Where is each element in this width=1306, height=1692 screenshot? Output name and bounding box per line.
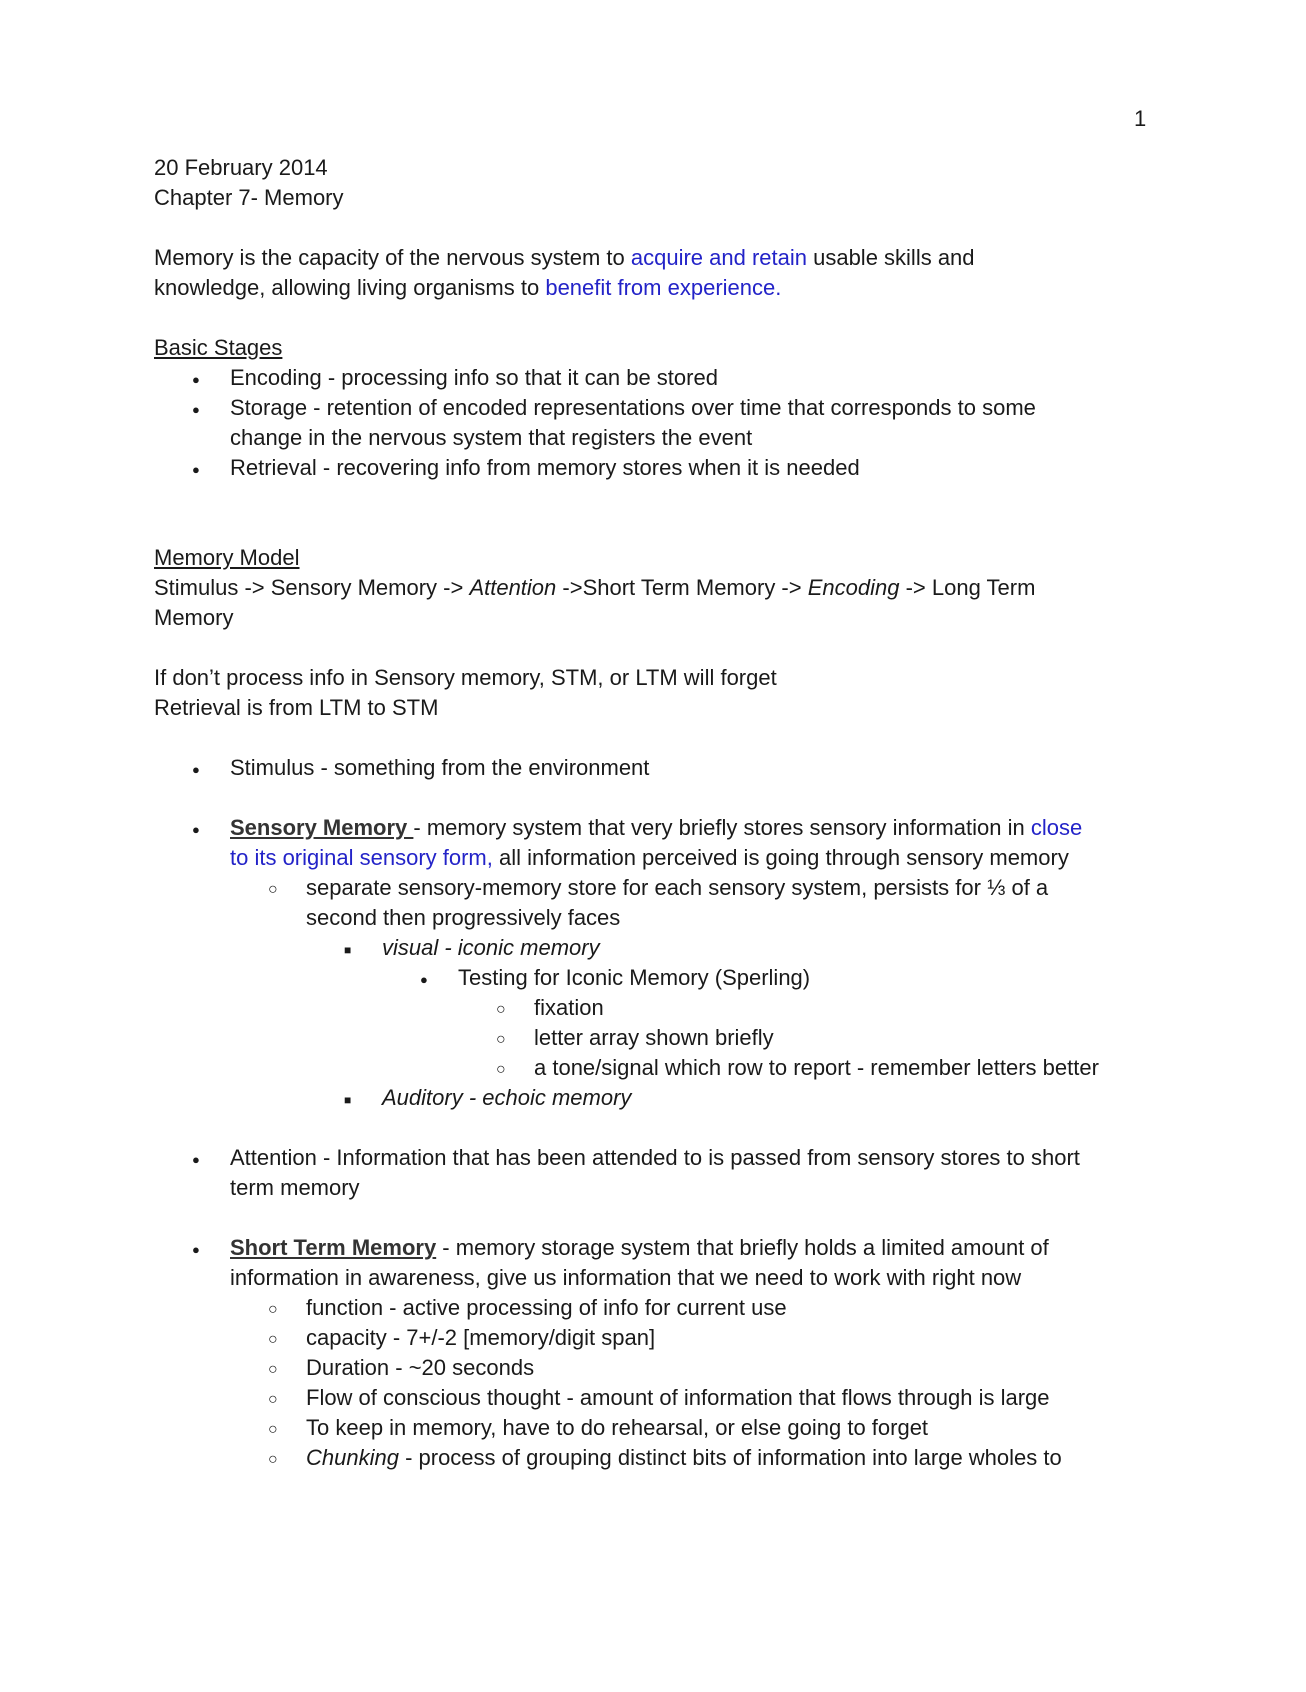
definition-line-2: knowledge, allowing living organisms to benefit from experience. bbox=[154, 275, 782, 300]
sensory-memory-section bbox=[154, 813, 1154, 1113]
list-item: ● Short Term Memory - memory storage system that briefly holds a limited amount of bbox=[154, 1233, 1154, 1263]
list-item: ○ capacity - 7+/-2 [memory/digit span] bbox=[154, 1323, 1154, 1353]
list-item: ○ separate sensory-memory store for each sensory system, persists for ⅓ of a bbox=[154, 873, 1154, 903]
list-item: ■ visual - iconic memory bbox=[154, 933, 1154, 963]
date-line: 20 February 2014 bbox=[154, 155, 328, 180]
bullet-icon bbox=[192, 453, 200, 485]
list-item: ○ fixation bbox=[154, 993, 1154, 1023]
memory-model-flow: Stimulus -> Sensory Memory -> Attention ->Short Term Memory -> Encoding -> Long Term bbox=[154, 575, 1036, 600]
square-bullet-icon bbox=[344, 933, 351, 965]
bullet-icon bbox=[192, 753, 200, 785]
short-term-memory-section bbox=[154, 1233, 1154, 1473]
circle-bullet-icon bbox=[496, 1023, 506, 1055]
list-item: ● Encoding - processing info so that it can be stored bbox=[154, 363, 1154, 393]
notes-body bbox=[154, 153, 1154, 1473]
list-item-continuation: information in awareness, give us information that we need to work with right now bbox=[230, 1265, 1022, 1290]
circle-bullet-icon bbox=[268, 1383, 278, 1415]
list-item: ● Sensory Memory - memory system that very briefly stores sensory information in close bbox=[154, 813, 1154, 843]
list-item: ● Testing for Iconic Memory (Sperling) bbox=[154, 963, 1154, 993]
basic-stages-heading: Basic Stages bbox=[154, 335, 283, 360]
circle-bullet-icon bbox=[268, 1443, 278, 1475]
list-item-continuation: to its original sensory form, all information perceived is going through sensory memory bbox=[230, 845, 1069, 870]
list-item: ● Stimulus - something from the environment bbox=[154, 753, 1154, 783]
square-bullet-icon bbox=[344, 1083, 351, 1115]
list-item: ○ Duration - ~20 seconds bbox=[154, 1353, 1154, 1383]
list-item: ● Retrieval - recovering info from memory stores when it is needed bbox=[154, 453, 1154, 483]
circle-bullet-icon bbox=[496, 1053, 506, 1085]
bullet-icon bbox=[192, 393, 200, 425]
short-term-memory-term: Short Term Memory bbox=[230, 1235, 437, 1260]
bullet-icon bbox=[192, 1233, 200, 1265]
list-item-continuation: term memory bbox=[230, 1175, 360, 1200]
memory-model-flow-end: Memory bbox=[154, 605, 234, 630]
list-item: ○ Chunking - process of grouping distinct bits of information into large wholes to bbox=[154, 1443, 1154, 1473]
list-item: ○ To keep in memory, have to do rehearsal, or else going to forget bbox=[154, 1413, 1154, 1443]
list-item-continuation: change in the nervous system that registers the event bbox=[230, 425, 753, 450]
chapter-title: Chapter 7- Memory bbox=[154, 185, 344, 210]
sensory-memory-term: Sensory Memory bbox=[230, 815, 414, 840]
list-item: ○ function - active processing of info for current use bbox=[154, 1293, 1154, 1323]
circle-bullet-icon bbox=[496, 993, 506, 1025]
list-item: ■ Auditory - echoic memory bbox=[154, 1083, 1154, 1113]
highlight-acquire-retain: acquire and retain bbox=[630, 245, 807, 270]
definition-line-1: Memory is the capacity of the nervous system to acquire and retain usable skills and bbox=[154, 245, 975, 270]
page-number: 1 bbox=[1134, 106, 1147, 131]
circle-bullet-icon bbox=[268, 1413, 278, 1445]
highlight-benefit: benefit from experience. bbox=[545, 275, 782, 300]
memory-model-heading: Memory Model bbox=[154, 545, 300, 570]
bullet-icon bbox=[192, 363, 200, 395]
circle-bullet-icon bbox=[268, 1323, 278, 1355]
model-components-list bbox=[154, 753, 1154, 783]
circle-bullet-icon bbox=[268, 1293, 278, 1325]
bullet-icon bbox=[192, 813, 200, 845]
attention-section bbox=[154, 1143, 1154, 1203]
bullet-icon bbox=[192, 1143, 200, 1175]
list-item: ○ Flow of conscious thought - amount of information that flows through is large bbox=[154, 1383, 1154, 1413]
forget-note: If don’t process info in Sensory memory, STM, or LTM will forget bbox=[154, 665, 777, 690]
list-item: ● Storage - retention of encoded representations over time that corresponds to some bbox=[154, 393, 1154, 423]
circle-bullet-icon bbox=[268, 873, 278, 905]
list-item: ○ letter array shown briefly bbox=[154, 1023, 1154, 1053]
retrieval-note: Retrieval is from LTM to STM bbox=[154, 695, 439, 720]
circle-bullet-icon bbox=[268, 1353, 278, 1385]
basic-stages-list bbox=[154, 363, 1154, 483]
bullet-icon bbox=[420, 963, 428, 995]
list-item-continuation: second then progressively faces bbox=[306, 905, 621, 930]
list-item: ● Attention - Information that has been attended to is passed from sensory stores to short bbox=[154, 1143, 1154, 1173]
list-item: ○ a tone/signal which row to report - remember letters better bbox=[154, 1053, 1154, 1083]
